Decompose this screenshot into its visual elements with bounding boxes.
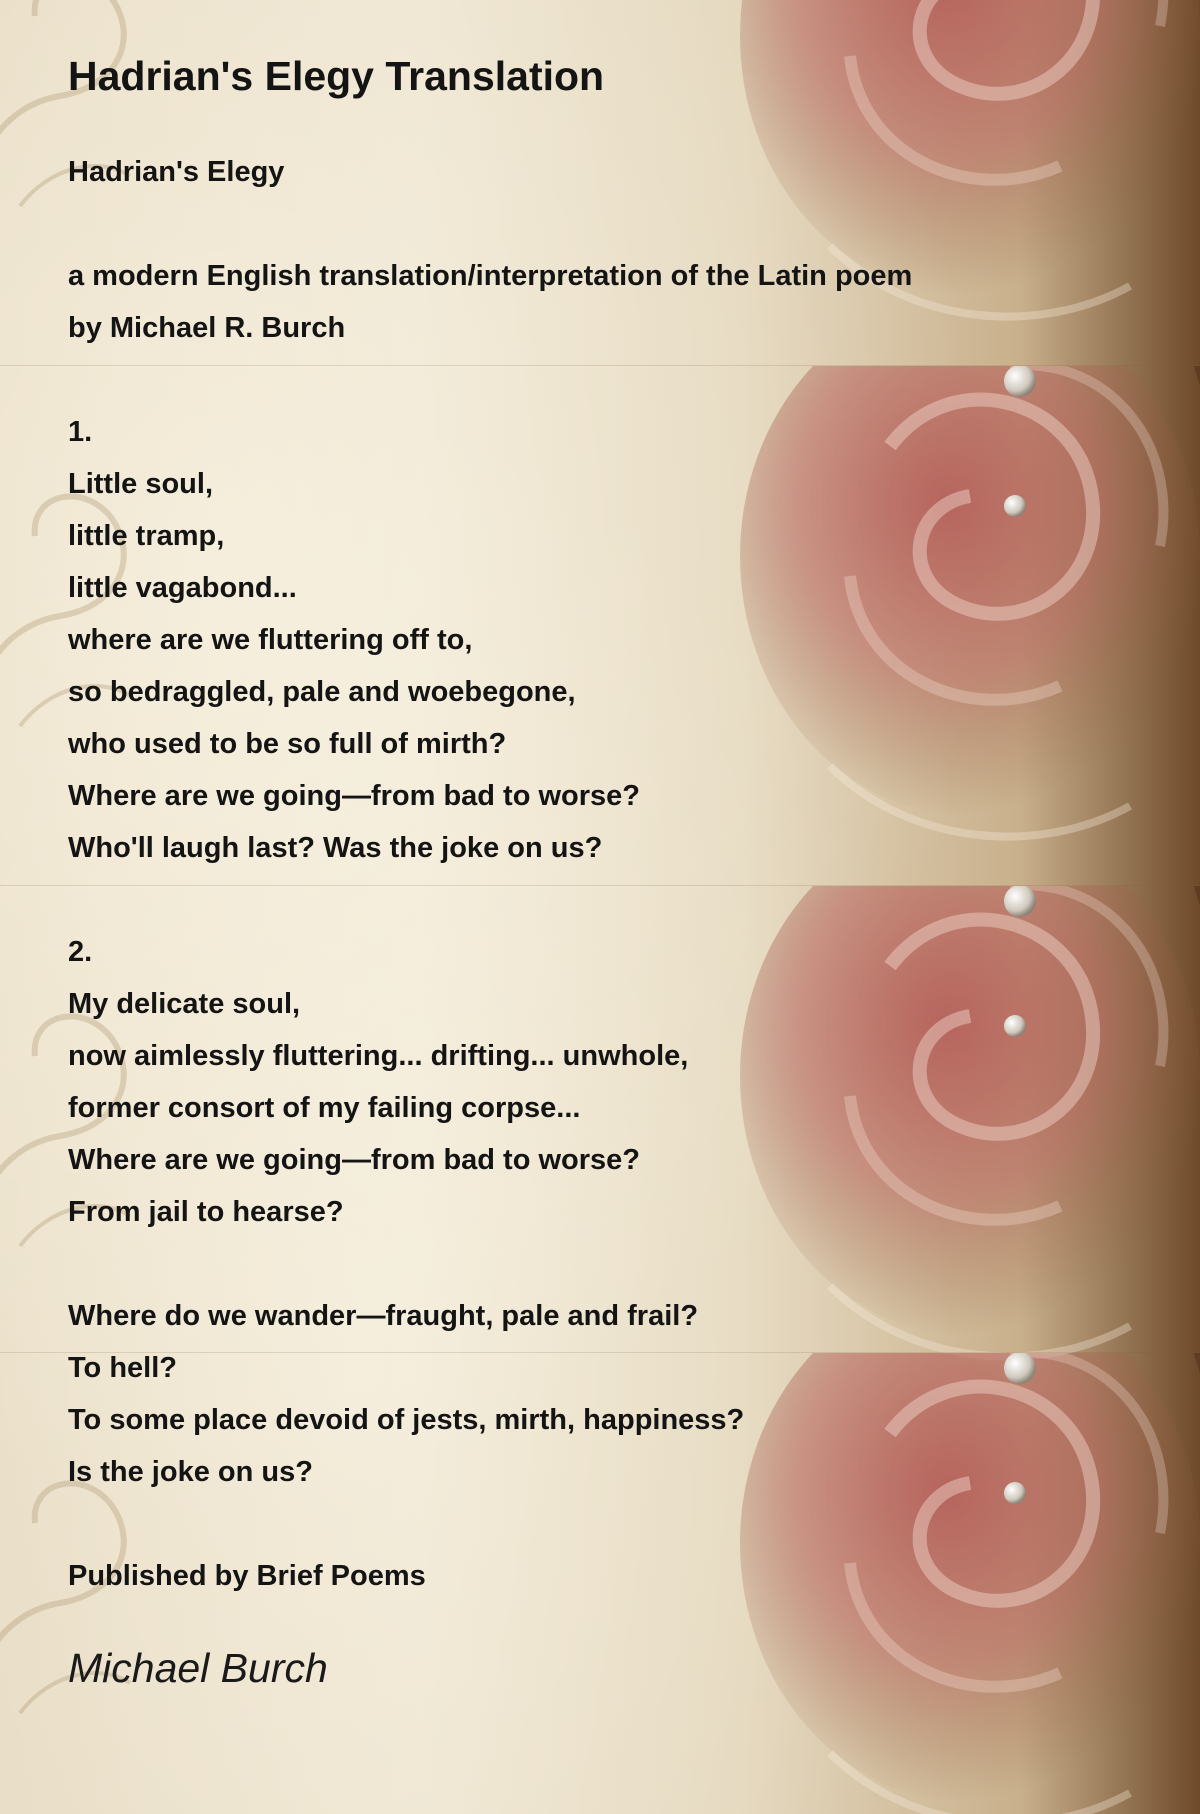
poem-line: now aimlessly fluttering... drifting... unwhole, xyxy=(68,1040,689,1072)
poem-line: by Michael R. Burch xyxy=(68,312,346,344)
poem-line: Little soul, xyxy=(68,468,213,500)
poem-line: where are we fluttering off to, xyxy=(68,624,473,656)
poem-line: Where do we wander—fraught, pale and frail? xyxy=(68,1300,699,1332)
poem-body xyxy=(68,146,1068,1602)
poem-line: Hadrian's Elegy xyxy=(68,156,285,188)
poem-line: Published by Brief Poems xyxy=(68,1560,426,1592)
stanza-break xyxy=(68,1238,1068,1290)
poem-line: To some place devoid of jests, mirth, happiness? xyxy=(68,1404,745,1436)
poem-line: little vagabond... xyxy=(68,572,297,604)
stanza-break xyxy=(68,874,1068,926)
poem-line: 1. xyxy=(68,416,93,448)
poem-line: Where are we going—from bad to worse? xyxy=(68,780,641,812)
poem-line: My delicate soul, xyxy=(68,988,301,1020)
poem-line: who used to be so full of mirth? xyxy=(68,728,507,760)
poem-content xyxy=(68,48,1068,1696)
poem-line: Who'll laugh last? Was the joke on us? xyxy=(68,832,603,864)
poem-line: little tramp, xyxy=(68,520,225,552)
poem-title: Hadrian's Elegy Translation xyxy=(68,53,605,99)
poem-line: Where are we going—from bad to worse? xyxy=(68,1144,641,1176)
poem-line: a modern English translation/interpretation of the Latin poem xyxy=(68,260,913,292)
author-signature: Michael Burch xyxy=(68,1645,328,1691)
stanza-break xyxy=(68,198,1068,250)
poem-line: To hell? xyxy=(68,1352,178,1384)
poem-line: so bedraggled, pale and woebegone, xyxy=(68,676,576,708)
poem-line: From jail to hearse? xyxy=(68,1196,344,1228)
stanza-break xyxy=(68,354,1068,406)
poem-line: 2. xyxy=(68,936,93,968)
poem-line: former consort of my failing corpse... xyxy=(68,1092,581,1124)
stanza-break xyxy=(68,1498,1068,1550)
poem-line: Is the joke on us? xyxy=(68,1456,313,1488)
